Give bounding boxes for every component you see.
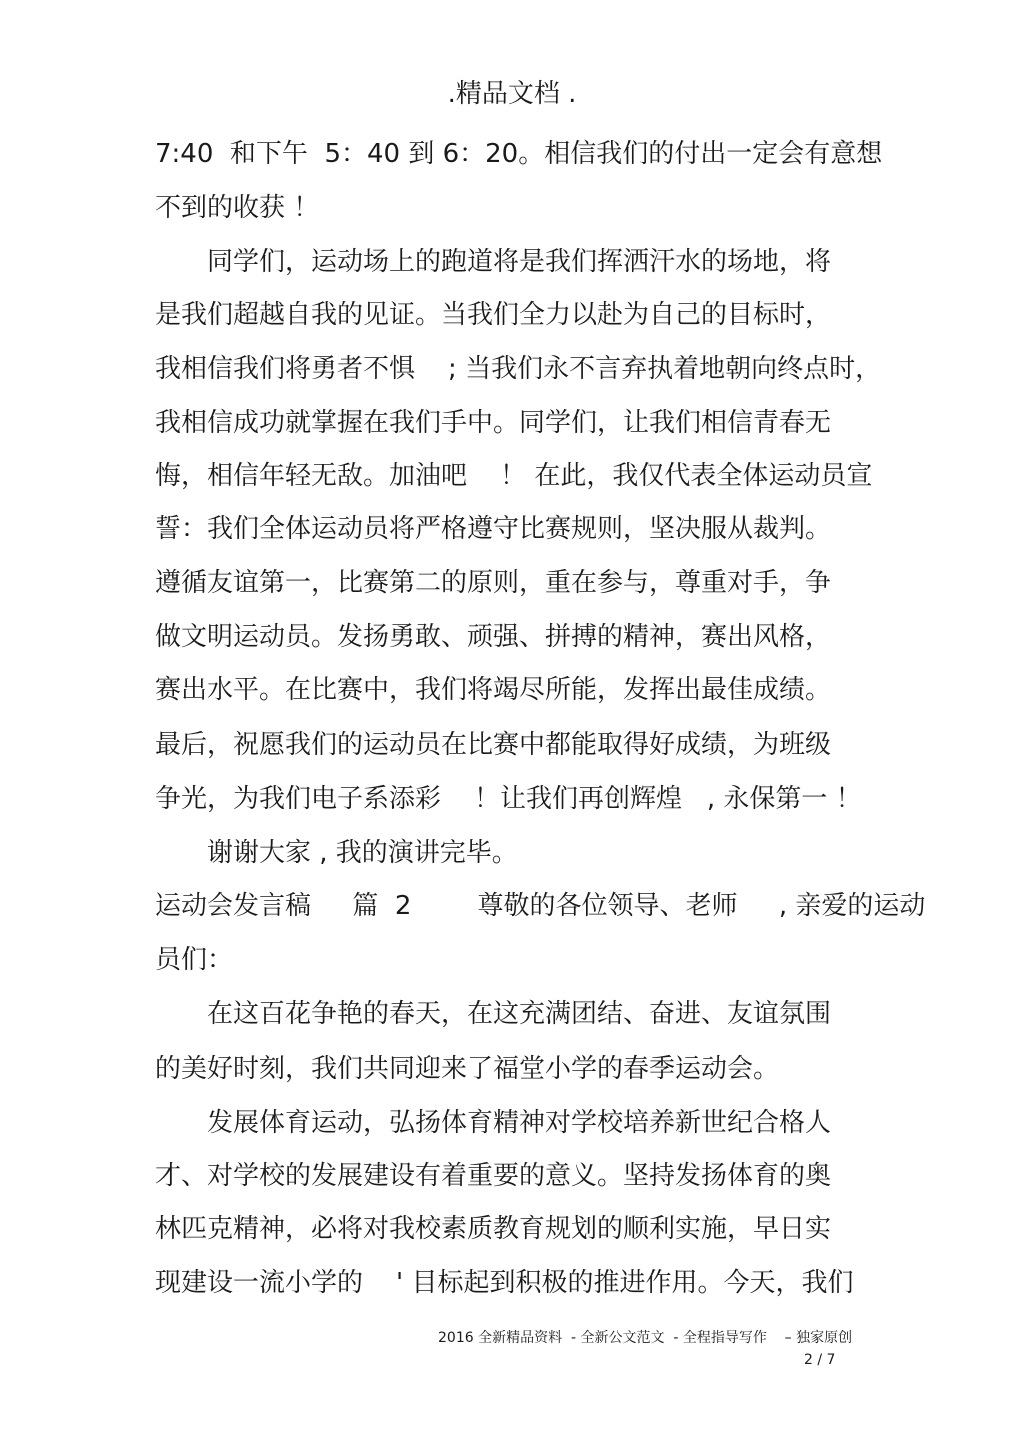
text-line: 遵循友谊第一，比赛第二的原则，重在参与，尊重对手，争: [155, 568, 832, 598]
text-line: 最后，祝愿我们的运动员在比赛中都能取得好成绩，为班级: [155, 730, 832, 760]
text-line: 誓：我们全体运动员将严格遵守比赛规则，坚决服从裁判。: [155, 514, 832, 544]
text-line: 我相信成功就掌握在我们手中。同学们，让我们相信青春无: [155, 408, 832, 438]
page-header: .精品文档 .: [447, 79, 577, 109]
page-footer: 2016 全新精品资料 - 全新公文范文 - 全程指导写作 – 独家原创: [438, 1330, 853, 1346]
text-line: 同学们，运动场上的跑道将是我们挥洒汗水的场地，将: [207, 247, 832, 277]
text-line: 林匹克精神，必将对我校素质教育规划的顺利实施，早日实: [155, 1214, 832, 1244]
text-line: 才、对学校的发展建设有着重要的意义。坚持发扬体育的奥: [155, 1161, 832, 1191]
text-line: 7:40 和下午 5：40 到 6：20。相信我们的付出一定会有意想: [155, 139, 883, 169]
text-line: 我相信我们将勇者不惧 ; 当我们永不言弃执着地朝向终点时，: [155, 354, 882, 384]
page-number: 2 / 7: [804, 1352, 836, 1368]
text-line: 员们：: [155, 945, 234, 975]
text-line: 是我们超越自我的见证。当我们全力以赴为自己的目标时，: [155, 300, 832, 330]
text-line: 在这百花争艳的春天，在这充满团结、奋进、友谊氛围: [207, 999, 832, 1029]
text-line: 赛出水平。在比赛中，我们将竭尽所能，发挥出最佳成绩。: [155, 675, 832, 705]
text-line: 的美好时刻，我们共同迎来了福堂小学的春季运动会。: [155, 1054, 780, 1084]
text-line: 现建设一流小学的 ' 目标起到积极的推进作用。今天，我们: [155, 1268, 854, 1298]
text-line: 悔，相信年轻无敌。加油吧 ！ 在此，我仅代表全体运动员宣: [155, 461, 873, 491]
text-line: 谢谢大家 , 我的演讲完毕。: [207, 838, 518, 868]
text-line: 争光，为我们电子系添彩 ！让我们再创辉煌 , 永保第一 ！: [155, 784, 862, 814]
text-line: 发展体育运动，弘扬体育精神对学校培养新世纪合格人: [207, 1108, 832, 1138]
section-heading-line: 运动会发言稿 篇 2 尊敬的各位领导、老师 , 亲爱的运动: [155, 891, 926, 921]
text-line: 不到的收获 ！: [155, 193, 320, 223]
text-line: 做文明运动员。发扬勇敢、顽强、拼搏的精神，赛出风格，: [155, 622, 832, 652]
